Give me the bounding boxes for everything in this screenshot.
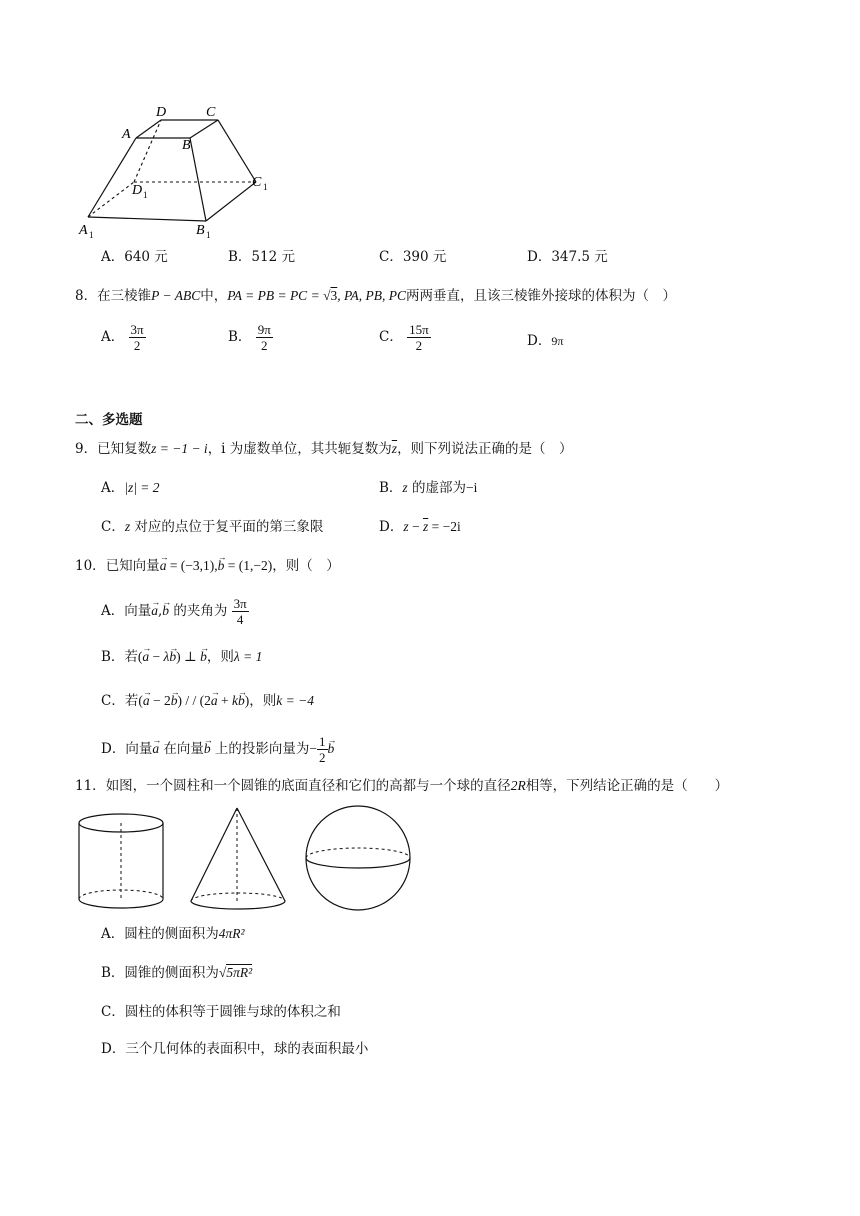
- label-A: A: [122, 127, 131, 142]
- section-heading: 二、多选题: [75, 412, 143, 428]
- label-B1-sub: 1: [206, 230, 211, 240]
- solids-figure: [72, 804, 422, 916]
- sphere-shape: [306, 806, 410, 910]
- label-B1: B: [196, 223, 205, 238]
- q9-option-b: B．z 的虚部为−i: [379, 480, 478, 496]
- q10-stem: 10．已知向量→ a = (−3,1),→ b = (1,−2)，则（ ）: [75, 557, 340, 575]
- q11-option-c: C．圆柱的体积等于圆锥与球的体积之和: [101, 1004, 341, 1020]
- q9-option-c: C．z 对应的点位于复平面的第三象限: [101, 519, 324, 535]
- q11-stem: 11．如图，一个圆柱和一个圆锥的底面直径和它们的高都与一个球的直径2R相等，下列结论正确的是（ ）: [75, 778, 729, 794]
- q7-option-d: D．347.5 元: [527, 249, 608, 265]
- q8-option-a: A． $\frac{3\pi}{2}$: [101, 322, 144, 353]
- q8-option-d: D．9π: [527, 333, 564, 349]
- q10-option-b: B．若(→ a − λ→ b) ⊥ → b，则λ = 1: [101, 648, 262, 666]
- q11-option-a: A．圆柱的侧面积为4πR²: [101, 926, 245, 942]
- label-C: C: [206, 105, 216, 120]
- label-D: D: [156, 105, 167, 120]
- q8-stem: 8．在三棱锥P − ABC中，PA = PB = PC = √3, PA, PB, PC两两垂直，且该三棱锥外接球的体积为（ ）: [75, 288, 676, 304]
- q8-option-b: B． $\frac{9\pi}{2}$: [228, 322, 271, 353]
- label-D1: D: [132, 183, 143, 198]
- q10-option-c: C．若(→ a − 2→ b) / / (2→ a + k→ b)，则k = −4: [101, 692, 314, 710]
- label-C1: C: [252, 175, 262, 190]
- q10-option-d: D．向量→ a 在向量→ b 上的投影向量为− $\frac{1}{2}$ → b: [101, 734, 334, 765]
- q7-option-c: C．390 元: [379, 249, 447, 265]
- label-A1-sub: 1: [89, 230, 94, 240]
- q7-option-a: A．640 元: [101, 249, 168, 265]
- q10-option-a: A．向量→ a,→ b 的夹角为 $\frac{3\pi}{4}$: [101, 596, 249, 627]
- frustum-figure: [74, 100, 294, 240]
- label-B: B: [182, 138, 191, 153]
- label-D1-sub: 1: [143, 190, 148, 200]
- q11-option-b: B．圆锥的侧面积为√5πR²: [101, 965, 253, 981]
- q7-option-b: B．512 元: [228, 249, 295, 265]
- q9-stem: 9．已知复数z = −1 − i，i 为虚数单位，其共轭复数为$\overline{z}$，则下列说法正确的是（ ）: [75, 441, 573, 457]
- label-A1: A: [79, 223, 88, 238]
- cone-shape: [191, 808, 285, 909]
- q8-option-c: C． $\frac{15\pi}{2}$: [379, 322, 429, 353]
- label-C1-sub: 1: [263, 182, 268, 192]
- q9-option-d: D．$z - \overline{z} = -2i$: [379, 519, 461, 535]
- q11-option-d: D．三个几何体的表面积中，球的表面积最小: [101, 1041, 369, 1057]
- q9-option-a: A．|z| = 2: [101, 480, 160, 496]
